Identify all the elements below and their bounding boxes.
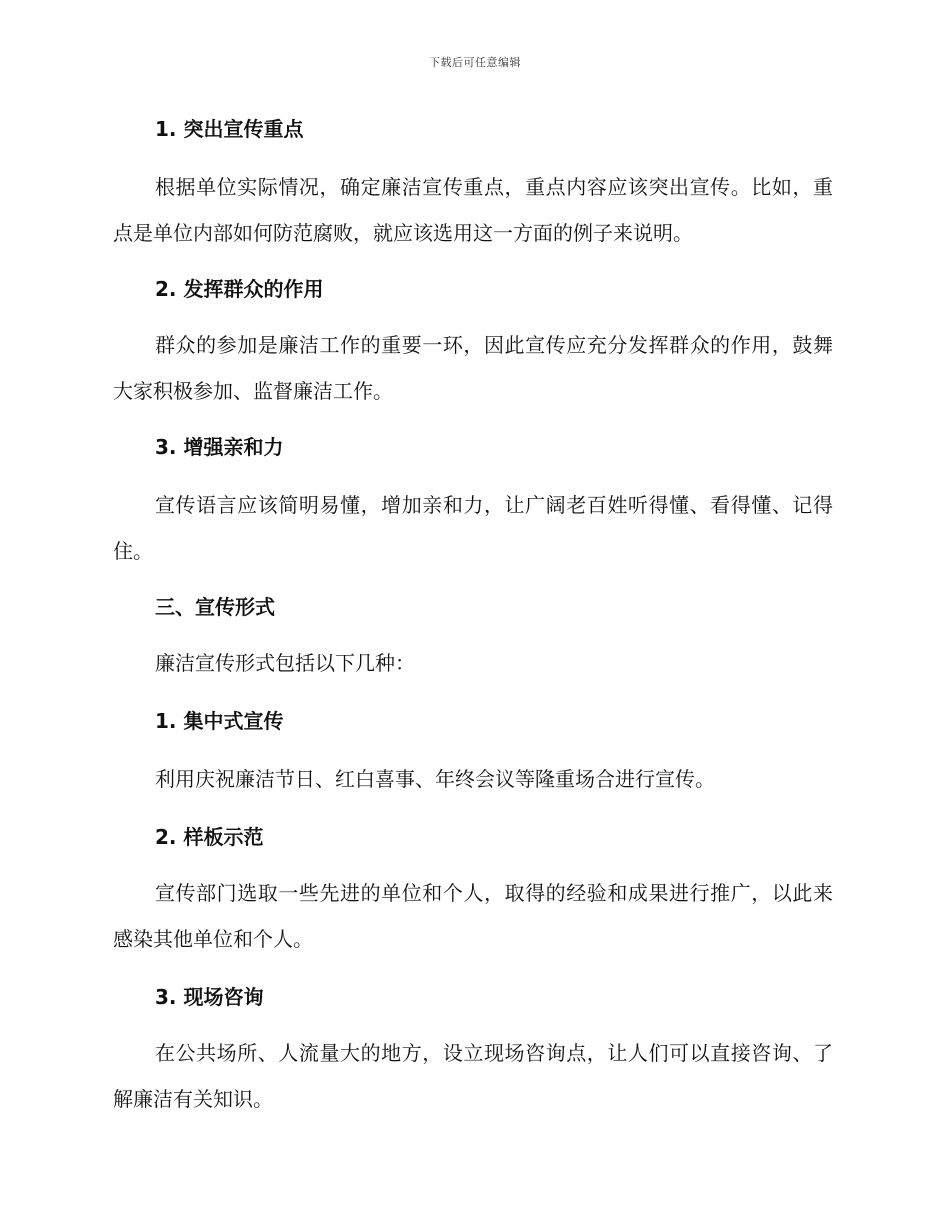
heading-publicity-forms: 三、宣传形式 <box>155 595 275 619</box>
paragraph-model-demo: 宣传部门选取一些先进的单位和个人，取得的经验和成果进行推广，以此来感染其他单位和个人。 <box>113 881 833 951</box>
heading-public-role: 2. 发挥群众的作用 <box>155 277 324 301</box>
paragraph-public-role: 群众的参加是廉洁工作的重要一环，因此宣传应充分发挥群众的作用，鼓舞大家积极参加、监督廉洁工作。 <box>113 333 833 403</box>
paragraph-onsite-consult: 在公共场所、人流量大的地方，设立现场咨询点，让人们可以直接咨询、了解廉洁有关知识。 <box>113 1041 833 1111</box>
paragraph-publicity-forms: 廉洁宣传形式包括以下几种： <box>155 651 415 675</box>
heading-centralized: 1. 集中式宣传 <box>155 709 284 733</box>
heading-onsite-consult: 3. 现场咨询 <box>155 985 264 1009</box>
page-header: 下载后可任意编辑 <box>429 56 521 69</box>
heading-highlight-focus: 1. 突出宣传重点 <box>155 117 304 141</box>
paragraph-affinity: 宣传语言应该简明易懂，增加亲和力，让广阔老百姓听得懂、看得懂、记得住。 <box>113 493 833 563</box>
paragraph-centralized: 利用庆祝廉洁节日、红白喜事、年终会议等隆重场合进行宣传。 <box>155 767 715 791</box>
heading-model-demo: 2. 样板示范 <box>155 825 264 849</box>
heading-affinity: 3. 增强亲和力 <box>155 435 284 459</box>
paragraph-highlight-focus: 根据单位实际情况，确定廉洁宣传重点，重点内容应该突出宣传。比如，重点是单位内部如何防范腐败，就应该选用这一方面的例子来说明。 <box>113 175 833 245</box>
